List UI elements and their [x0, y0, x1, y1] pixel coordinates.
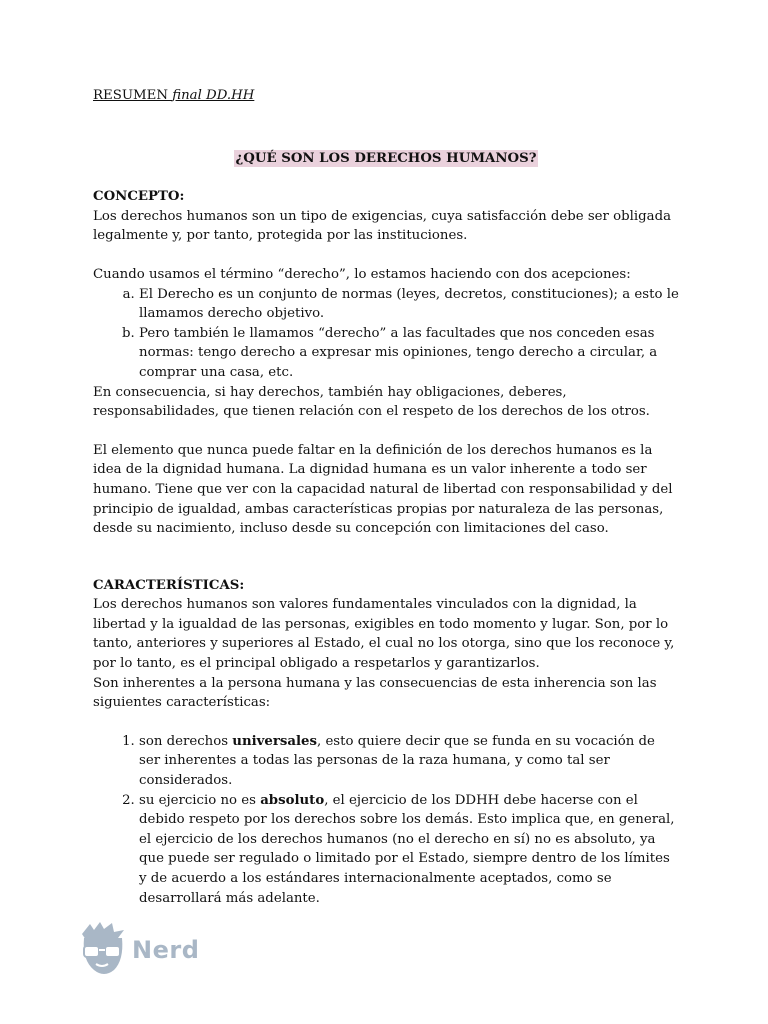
- document-page: [93, 86, 679, 908]
- consecuencia-text: En consecuencia, si hay derechos, también hay obligaciones, deberes, responsabilidades, que tienen relación con el respeto de los derechos de los otros.: [93, 384, 650, 420]
- item-text: , esto quiere decir que se funda en su vocación de ser inherentes a todas las personas de la raza humana, y como tal ser considerados.: [139, 733, 655, 789]
- caracteristicas-label: CARACTERÍSTICAS:: [93, 577, 245, 593]
- caracteristicas-list: [93, 732, 679, 908]
- list-item: [139, 732, 679, 791]
- item-text: , el ejercicio de los DDHH debe hacerse con el debido respeto por los derechos sobre los demás. Esto implica que, en general, el ejercicio de los derechos humanos (no el derecho en sí) no es absoluto, ya que puede ser regulado o limitado por el Estado, siempre dentro de los límites y de acuerdo a los estándares internacionalmente aceptados, como se desarrollará más adelante.: [139, 792, 675, 906]
- item-bold: universales: [232, 733, 317, 749]
- caracteristicas-text-2: Son inherentes a la persona humana y las consecuencias de esta inherencia son las siguientes características:: [93, 675, 657, 711]
- document-title: [93, 86, 679, 106]
- main-heading: ¿QUÉ SON LOS DERECHOS HUMANOS?: [235, 150, 537, 166]
- dignidad-text: El elemento que nunca puede faltar en la definición de los derechos humanos es la idea de la dignidad humana. La dignidad humana es un valor inherente a todo ser humano. Tiene que ver con la capacidad natural de libertad con responsabilidad y del principio de igualdad, ambas características propias por naturaleza de las personas, desde su nacimiento, incluso desde su concepción con limitaciones del caso.: [93, 442, 673, 537]
- watermark-logo-text: Nerd: [132, 936, 200, 964]
- list-item: b. Pero también le llamamos “derecho” a las facultades que nos conceden esas normas: tengo derecho a expresar mis opiniones, tengo derecho a circular, a comprar una casa, etc.: [139, 324, 679, 383]
- acepciones-intro: Cuando usamos el término “derecho”, lo estamos haciendo con dos acepciones:: [93, 266, 631, 282]
- list-item: [139, 791, 679, 909]
- item-text: son derechos: [139, 733, 233, 749]
- concepto-label: CONCEPTO:: [93, 189, 185, 205]
- concepto-text: Los derechos humanos son un tipo de exigencias, cuya satisfacción debe ser obligada legalmente y, por tanto, protegida por las instituciones.: [93, 208, 672, 244]
- caracteristicas-text-1: Los derechos humanos son valores fundamentales vinculados con la dignidad, la libertad y la igualdad de las personas, exigibles en todo momento y lugar. Son, por lo tanto, anteriores y superiores al Estado, el cual no los otorga, sino que los reconoce y, por lo tanto, es el principal obligado a respetarlos y garantizarlos.: [93, 597, 675, 672]
- list-item: a. El Derecho es un conjunto de normas (leyes, decretos, constituciones); a esto le llamamos derecho objetivo.: [139, 285, 679, 324]
- title-italic: final DD.HH: [172, 88, 255, 103]
- item-bold: absoluto: [260, 792, 325, 808]
- item-text: su ejercicio no es: [139, 792, 261, 808]
- title-normal: RESUMEN: [93, 88, 173, 103]
- main-heading-wrap: [93, 149, 679, 169]
- acepciones-list: [93, 285, 679, 383]
